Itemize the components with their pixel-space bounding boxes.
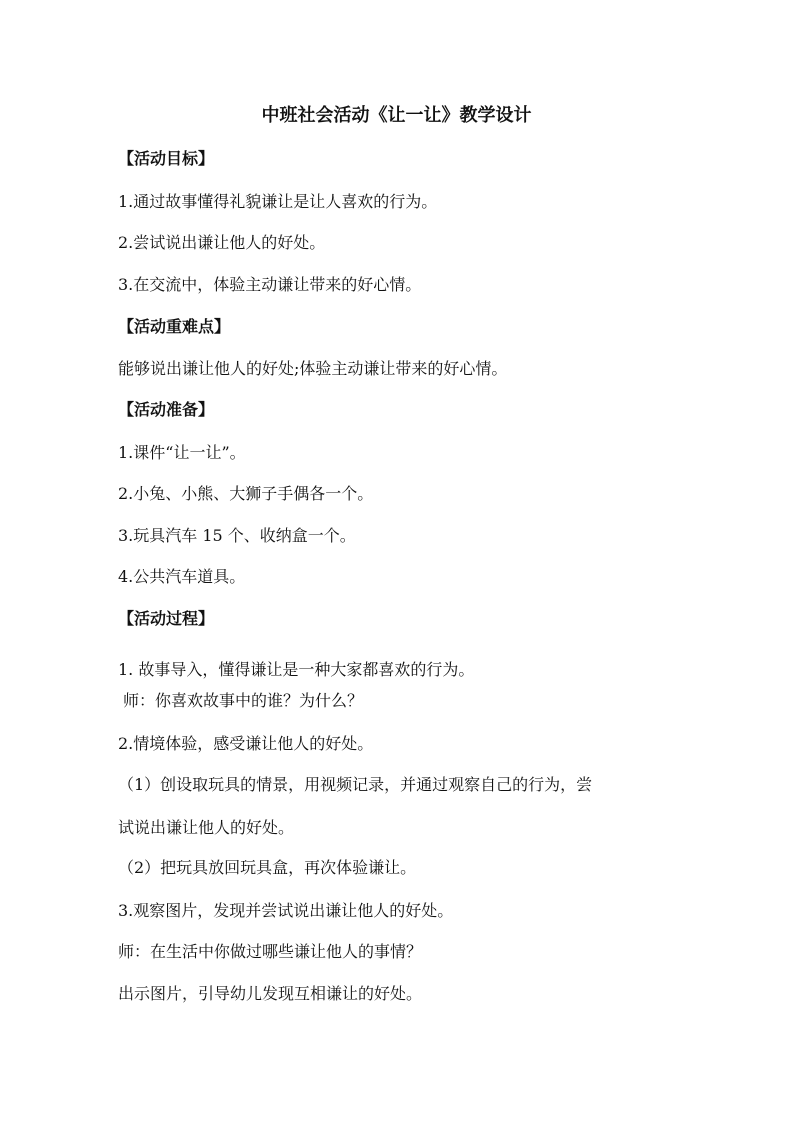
process-line-4: （1）创设取玩具的情景，用视频记录，并通过观察自己的行为，尝 (118, 775, 593, 794)
section-heading-preparation: 【活动准备】 (118, 400, 215, 419)
process-line-3: 2.情境体验，感受谦让他人的好处。 (118, 734, 374, 753)
section-heading-goals: 【活动目标】 (118, 149, 215, 168)
preparation-line-1: 1.课件“让一让”。 (118, 443, 246, 462)
section-heading-process: 【活动过程】 (118, 609, 215, 628)
section-heading-key-points: 【活动重难点】 (118, 317, 231, 336)
preparation-line-2: 2.小兔、小熊、大狮子手偶各一个。 (118, 484, 374, 503)
goal-line-3: 3.在交流中，体验主动谦让带来的好心情。 (118, 275, 422, 294)
preparation-line-3: 3.玩具汽车 15 个、收纳盒一个。 (118, 526, 356, 545)
preparation-line-4: 4.公共汽车道具。 (118, 567, 246, 586)
goal-line-1: 1.通过故事懂得礼貌谦让是让人喜欢的行为。 (118, 192, 438, 211)
process-line-8: 师：在生活中你做过哪些谦让他人的事情？ (118, 942, 423, 961)
process-line-2: 师：你喜欢故事中的谁？为什么？ (123, 691, 364, 710)
process-line-1: 1. 故事导入，懂得谦让是一种大家都喜欢的行为。 (118, 660, 475, 679)
process-line-5: 试说出谦让他人的好处。 (118, 818, 295, 837)
goal-line-2: 2.尝试说出谦让他人的好处。 (118, 233, 326, 252)
process-line-9: 出示图片，引导幼儿发现互相谦让的好处。 (118, 984, 423, 1003)
process-line-6: （2）把玩具放回玩具盒，再次体验谦让。 (118, 858, 417, 877)
document-title: 中班社会活动《让一让》教学设计 (261, 105, 532, 126)
key-points-line-1: 能够说出谦让他人的好处;体验主动谦让带来的好心情。 (118, 359, 508, 378)
process-line-7: 3.观察图片，发现并尝试说出谦让他人的好处。 (118, 901, 454, 920)
